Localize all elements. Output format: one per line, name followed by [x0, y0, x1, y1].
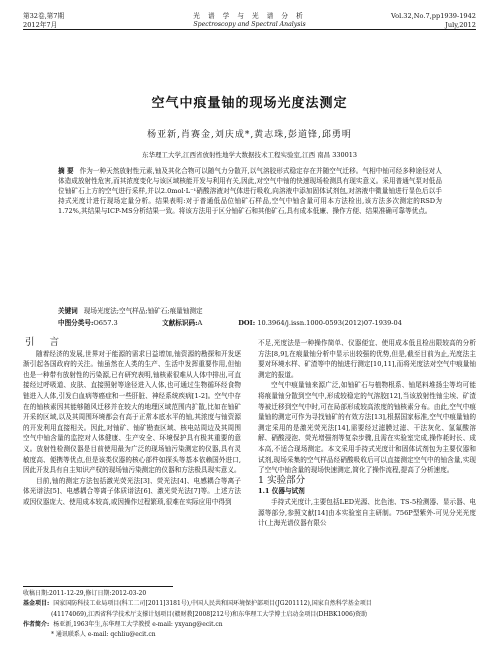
date-cn: 2012年7月 [23, 20, 58, 29]
doc-label: 文献标识码: [162, 319, 198, 327]
affiliation: 东华理工大学,江西省放射性地学大数据技术工程实验室,江西 南昌 330013 [141, 151, 358, 159]
journal-name-cn: 光 谱 学 与 光 谱 分 析 [193, 12, 306, 20]
doi-label: DOI: [238, 319, 256, 327]
keywords [58, 306, 442, 316]
fund-text-2: (41174069),江西省科学技术厅支撑计划项目(赣财教[2008]212号)和东华理工大学博士启动金项目(DHBK1006)资助 [51, 610, 368, 618]
instruments-paragraph: 手持式光度计,主要包括LED光源、比色池、TS-5检测器、显示器、电源等部分,参照文献[14]由本实验室自主研制。756P型紫外-可见分光光度计(上海光谱仪器有限公 [258, 497, 476, 528]
classification-line [58, 318, 442, 328]
intro-paragraph-4: 空气中痕量铀来源广泛,如铀矿石与植物根系、铀尾料堆扬尘等均可能将痕量铀分散到空气中,形成较稳定的气溶胶[12],当该放射性铀尘埃、矿渣等被迁移到空气中时,可在局部形成较高浓度的铀核素分布。由此,空气中痕量铀的测定可作为寻找铀矿的有效方法[13],根据国家标准,空气中痕量铀的测定采用的是激光荧光法[14],需要经过滤膜过滤、干法灰化、氢氟酸溶解、硝酸浸泡、荧光增强剂等复杂步骤,且需在实验室完成,操作耗时长、成本高,不适合现场测定。本文采用手持式光度计和固体试剂包为主要仪器和试剂,现场采集的空气样品经硝酸吸收后可以直接测定空气中的铀含量,实现了空气中铀含量的现场快速测定,简化了操作流程,提高了分析速度。 [258, 381, 476, 475]
header-rule [23, 29, 476, 30]
author-bio-text: 杨亚新,1963年生,东华理工大学教授 e-mail: yxyang@ecit.cn [53, 620, 223, 628]
footnote-rule [23, 586, 173, 587]
right-column [258, 338, 476, 529]
fund-line-1 [23, 599, 476, 609]
received-date: 收稿日期:2011-12-29,修订日期:2012-03-20 [23, 590, 147, 597]
volume-en: Vol.32,No.7,pp1939-1942 [390, 12, 476, 20]
intro-paragraph-1: 随着经济的发展,世界对于能源的需求日益增加,铀资源的勘探和开发逐渐引起各国政府的关注。铀虽然在人类的生产、生活中发挥重要作用,但铀也是一种带有放射性的污染源,已有研究表明,铀核素很难从人体中排出,可直接经过呼吸道、皮肤、直接照射等途径进入人体,也可通过生物循环经食物链进入人体,引发白血病等癌症和一些肝脏、神经系统疾病[1-2]。空气中存在的铀核素因其能够随风迁移并在较大的地理区域范围内扩散,比如在铀矿开采的区域,以及其周围环境都会有高于正常本底水平的铀,其浓度与铀资源的开发利用直接相关。因此,对铀矿、铀矿勘查区域、核电站周边及其周围空气中铀含量的监控对人体健康、生产安全、环境保护具有极其重要的意义。放射性检测仪器是目前使用最为广泛的现场铀污染测定的仪器,具有灵敏度高、便携等优点,但是该类仪器的核心部件如探头等基本依赖国外进口,因此开发具有自主知识产权的现场铀污染测定的仪器和方法极具现实意义。 [23, 349, 241, 475]
author-bio-label: 作者简介: [23, 620, 50, 628]
clc-value: O657.3 [93, 319, 118, 327]
intro-paragraph-2: 目前,铀的测定方法包括激光荧光法[3]、荧光法[4]、电感耦合等离子体光谱法[5]、电感耦合等离子体质谱法[6]、激光荧光法[7]等。上述方法或因仪器庞大、使用成本较高,或因操作过程繁琐,很难在实际应用中得到 [23, 476, 241, 506]
subsection-heading-instruments: 1.1 仪器与试剂 [258, 487, 305, 496]
intro-paragraph-3: 不足,光度法是一种操作简单、仪器便宜、使用成本低且检出限较高的分析方法[8,9],在痕量铀分析中显示出较强的优势,但是,截至目前为止,光度法主要对环境水样、矿渣等中的铀进行测定[10,11],而将光度法对空气中痕量铀测定的报道。 [258, 339, 476, 379]
abstract [58, 166, 442, 216]
keywords-label: 关键词 [58, 307, 78, 315]
running-header [0, 10, 499, 40]
fund-label: 基金项目: [23, 600, 50, 608]
paper-title: 空气中痕量铀的现场光度法测定 [151, 96, 348, 111]
abstract-text: 作为一种天然放射性元素,铀及其化合物可以随气力分散开,以气溶胶形式稳定存在并随空气迁移。气相中铀可经多种途径对人体造成放射性危害,而其浓度变化与该区域核能开发与利用有关,因此,对空气中铀的快速现场检测具有现实意义。采用普通气泵对低品位铀矿石上方的空气进行采样,并以2.0mol·L⁻¹硝酸溶液对气体进行吸收,向溶液中添加固体试剂包,对溶液中微量铀进行显色后以手持式光度计进行现场定量分析。结果表明:对于普通低品位铀矿石样品,空气中铀含量可用本方法检出,该方法多次测定的RSD为1.72%,其结果与ICP-MS分析结果一致。将该方法用于区分铀矿石和其他矿石,具有成本低廉、操作方便、结果准确可靠等优点。 [58, 167, 442, 215]
intro-heading: 引 言 [25, 337, 66, 348]
issue-info-en [391, 12, 476, 29]
corresponding-author: * 通讯联系人 e-mail: qchliu@ecit.cn [51, 631, 156, 639]
left-column [23, 338, 241, 508]
doi [238, 318, 402, 328]
document-code [162, 318, 236, 328]
fund-text-1: 国家国防科技工业局项目(科工二司[2011]3181号),中国人民共和国环境保护部项目(JG201112),国家自然科学基金项目 [53, 600, 372, 608]
date-en: July,2012 [445, 20, 476, 29]
doi-value: 10.3964/j.issn.1000-0593(2012)07-1939-04 [257, 319, 402, 327]
clc-label: 中图分类号: [58, 319, 94, 327]
doc-value: A [197, 319, 203, 327]
abstract-label: 摘 要 [58, 167, 74, 175]
footnotes [23, 589, 476, 640]
clc-code [58, 318, 160, 328]
section-heading-experimental: 1 实验部分 [258, 474, 306, 486]
journal-name-en: Spectroscopy and Spectral Analysis [193, 20, 306, 28]
keywords-text: 现场光度法;空气样品;铀矿石;痕量铀测定 [83, 307, 203, 315]
author-bio-line [23, 620, 476, 630]
volume-cn: 第32卷,第7期 [23, 12, 65, 20]
author-list: 杨亚新,肖赛金,刘庆成*,黄志珠,彭道锋,邱勇明 [147, 130, 352, 140]
